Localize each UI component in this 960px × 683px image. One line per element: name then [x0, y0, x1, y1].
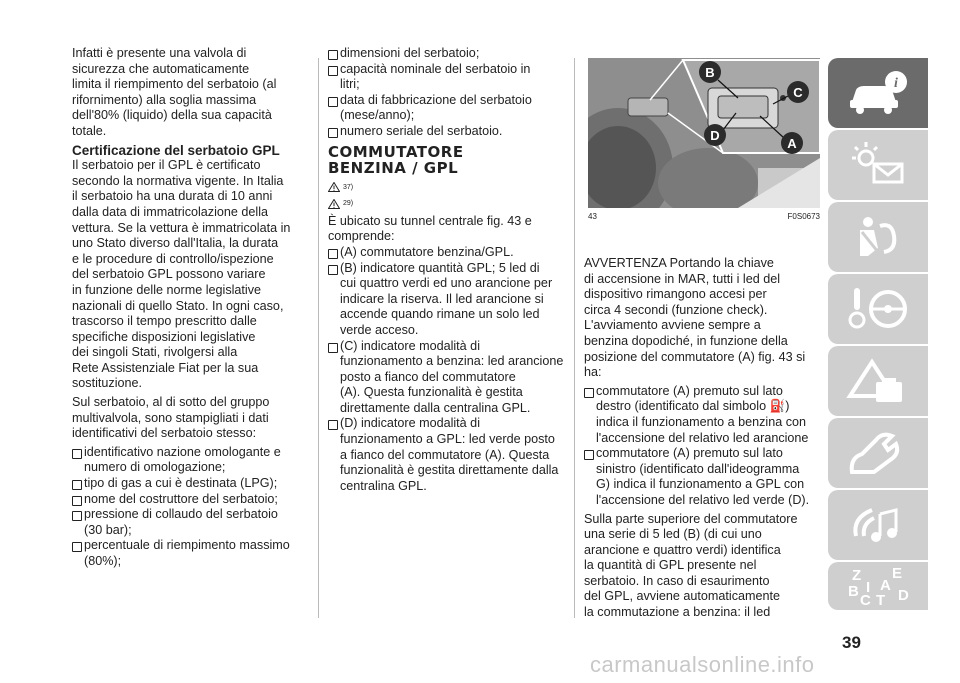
switch-position-list [584, 384, 820, 509]
emergency-icon [846, 356, 910, 406]
car-info-icon [846, 68, 910, 118]
list-item: (B) indicatore quantità GPL; 5 led di cui quattro verdi ed uno arancione per indicare la riserva. Il led arancione si accende quando rimane un solo led verde acceso. [328, 261, 564, 339]
warning-lights-icon [846, 140, 910, 190]
warning-ref-label: 29) [343, 200, 354, 208]
maintenance-icon [846, 428, 910, 478]
warning-triangle-icon [328, 182, 340, 192]
warning-triangle-icon [328, 199, 340, 209]
callout-b: B [705, 65, 715, 80]
tank-data-list [72, 445, 312, 570]
warning-paragraph: AVVERTENZA Portando la chiave di accensione in MAR, tutti i led del dispositivo rimangono accesi per circa 4 secondi (funzione check). L'avviamento avviene sempre a benzina dopodiché, in funzione della posizione del commutatore (A) fig. 43 si ha: [584, 256, 806, 380]
list-item: commutatore (A) premuto sul lato sinistro (identificato dall'ideogramma G) indica il funzionamento a GPL con l'accensione del relativo led verde (D). [584, 446, 820, 508]
section-heading-switch: COMMUTATORE BENZINA / GPL [328, 142, 464, 177]
index-letter: I [866, 579, 871, 596]
index-letter: Z [852, 567, 862, 584]
figure-number: 43 [588, 212, 597, 221]
list-item: commutatore (A) premuto sul lato destro (identificato dal simbolo ⛽) indica il funzionamento a benzina con l'accensione del relativo led arancione [584, 384, 820, 446]
column-divider [574, 58, 575, 618]
watermark: carmanualsonline.info [590, 652, 815, 677]
callout-d: D [710, 128, 720, 143]
tank-data-paragraph: Sul serbatoio, al di sotto del gruppo multivalvola, sono stampigliati i dati identificativi del serbatoio stesso: [72, 395, 270, 441]
column-divider [318, 58, 319, 618]
chapter-tabs [828, 58, 928, 610]
certification-paragraph: Il serbatoio per il GPL è certificato secondo la normativa vigente. In Italia il serbatoio ha una durata di 10 anni dalla data di immatricolazione della vettura. Se la vettura è immatricolata in uno Stato diverso dall'Italia, la durata e le procedure di controllo/ispezione del serbatoio GPL possono variare in funzione delle norme legislative nazionali di quello Stato. In ogni caso, trascorso il tempo prescritto dalle specifiche disposizioni legislative dei singoli Stati, rivolgersi alla Rete Assistenziale Fiat per la sua sostituzione. [72, 158, 291, 391]
intro-paragraph: Infatti è presente una valvola di sicurezza che automaticamente limita il riempimento del serbatoio (al rifornimento) alla soglia massima dell'80% (liquido) della sua capacità totale. [72, 46, 277, 138]
figure-43-switch-photo [588, 58, 820, 208]
column-right [584, 256, 820, 621]
tab-warning-lights[interactable] [828, 130, 928, 200]
warning-ref-label: 37) [343, 183, 354, 191]
section-heading-certification: Certificazione del serbatoio GPL [72, 142, 280, 158]
list-item: (C) indicatore modalità di funzionamento a benzina: led arancione posto a fianco del commutatore (A). Questa funzionalità è gestita direttamente dalla centralina GPL. [328, 339, 564, 417]
led-paragraph: Sulla parte superiore del commutatore una serie di 5 led (B) (di cui uno arancione e quattro verdi) identifica la quantità di GPL presente nel serbatoio. In caso di esaurimento del GPL, avviene automaticamente la commutazione a benzina: il led [584, 511, 798, 620]
warning-ref-29 [328, 196, 564, 212]
list-item: nome del costruttore del serbatoio; [72, 492, 312, 508]
starting-driving-icon [846, 284, 910, 334]
index-letter: B [848, 583, 859, 600]
tab-multimedia[interactable] [828, 490, 928, 560]
column-middle [328, 46, 564, 494]
tab-maintenance[interactable] [828, 418, 928, 488]
safety-airbag-icon [846, 212, 910, 262]
list-item: capacità nominale del serbatoio in litri; [328, 62, 564, 93]
index-letter: A [880, 577, 891, 594]
warning-ref-37 [328, 180, 564, 196]
index-icon [846, 564, 910, 608]
page-number: 39 [842, 633, 861, 652]
figure-code: F0S0673 [787, 212, 820, 221]
index-letter: E [892, 565, 903, 582]
switch-components-list [328, 245, 564, 495]
list-item: identificativo nazione omologante e numero di omologazione; [72, 445, 312, 476]
list-item: data di fabbricazione del serbatoio (mese/anno); [328, 93, 564, 124]
tab-safety[interactable] [828, 202, 928, 272]
location-paragraph: È ubicato su tunnel centrale fig. 43 e comprende: [328, 213, 532, 244]
column-left [72, 46, 312, 570]
list-item: pressione di collaudo del serbatoio (30 bar); [72, 507, 312, 538]
tab-emergency[interactable] [828, 346, 928, 416]
list-item: (A) commutatore benzina/GPL. [328, 245, 564, 261]
svg-text:i: i [894, 76, 898, 91]
list-item: tipo di gas a cui è destinata (LPG); [72, 476, 312, 492]
figure-caption [588, 212, 820, 221]
index-letter: T [876, 592, 886, 608]
tab-car-info[interactable] [828, 58, 928, 128]
index-letter: C [860, 592, 871, 608]
callout-a: A [787, 136, 797, 151]
tab-index[interactable] [828, 562, 928, 610]
list-item: percentuale di riempimento massimo (80%); [72, 538, 312, 569]
tab-starting-driving[interactable] [828, 274, 928, 344]
switch-illustration [588, 58, 820, 208]
list-item: dimensioni del serbatoio; [328, 46, 564, 62]
list-item: (D) indicatore modalità di funzionamento a GPL: led verde posto a fianco del commutatore (A). Questa funzionalità è gestita direttamente dalla centralina GPL. [328, 416, 564, 494]
callout-c: C [793, 85, 803, 100]
list-item: numero seriale del serbatoio. [328, 124, 564, 140]
index-letter: D [898, 587, 909, 604]
multimedia-icon [846, 500, 910, 550]
tank-data-list-continued [328, 46, 564, 140]
